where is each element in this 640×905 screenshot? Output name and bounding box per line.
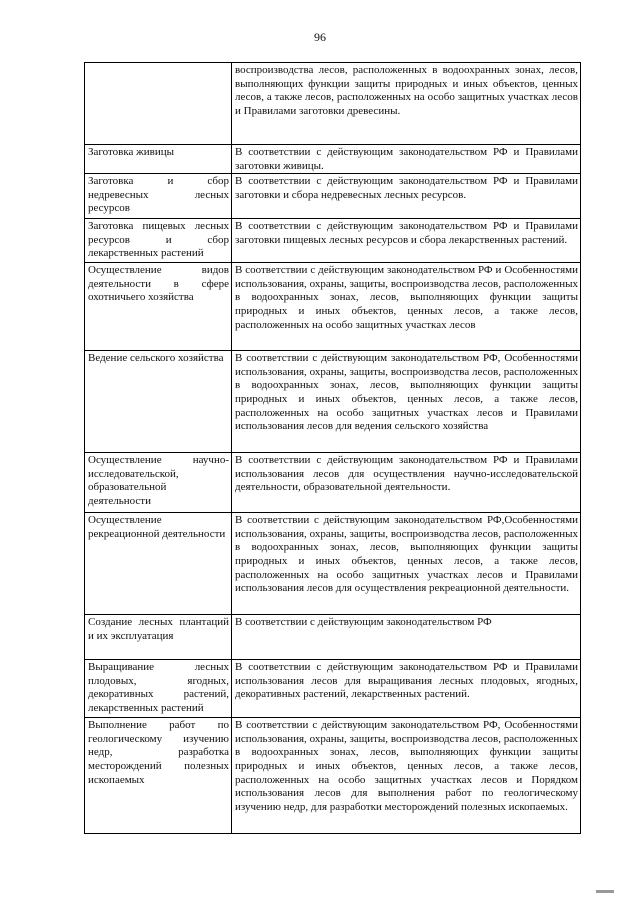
requirements-cell: В соответствии с действующим законодательством РФ и Правилами заготовки и сбора недревесных лесных ресурсов. [232,174,581,219]
page-number: 96 [314,30,326,44]
requirements-cell: В соответствии с действующим законодательством РФ и Правилами заготовки пищевых лесных ресурсов и сбора лекарственных растений. [232,219,581,263]
requirements-cell: В соответствии с действующим законодательством РФ и Особенностями использования, охраны, защиты, воспроизводства лесов, расположенных в водоохранных зонах, лесов, выполняющих функции защиты природных и иных объектов, ценных лесов, а также лесов, расположенных на особо защитных участках лесов [232,263,581,351]
activity-cell: Создание лесных плантаций и их эксплуатация [85,615,232,660]
activity-cell: Заготовка и сбор недревесных лесных ресурсов [85,174,232,219]
activity-cell: Осуществление научно-исследовательской, образовательной деятельности [85,453,232,513]
activity-cell: Осуществление видов деятельности в сфере охотничьего хозяйства [85,263,232,351]
table-row [85,174,581,219]
requirements-cell: В соответствии с действующим законодательством РФ, Особенностями использования, охраны, защиты, воспроизводства лесов, расположенных в водоохранных зонах, лесов, выполняющих функции защиты природных и иных объектов, ценных лесов, а также лесов, расположенных на особо защитных участках лесов и Порядком использования лесов для выполнения работ по геологическому изучению недр, для разработки месторождений полезных ископаемых. [232,718,581,834]
table-row [85,615,581,660]
table-row [85,660,581,718]
requirements-cell: воспроизводства лесов, расположенных в водоохранных зонах, лесов, выполняющих функции защиты природных и иных объектов, ценных лесов, а также лесов, расположенных на особо защитных участках лесов и Правилами заготовки древесины. [232,63,581,145]
table-row [85,718,581,834]
table-row [85,351,581,453]
table-row [85,219,581,263]
activity-cell: Выполнение работ по геологическому изучению недр, разработка месторождений полезных ископаемых [85,718,232,834]
table-row [85,63,581,145]
requirements-cell: В соответствии с действующим законодательством РФ [232,615,581,660]
requirements-cell: В соответствии с действующим законодательством РФ,Особенностями использования, охраны, защиты, воспроизводства лесов, расположенных в водоохранных зонах, лесов, выполняющих функции защиты природных и иных объектов, ценных лесов, а также лесов, расположенных на особо защитных участках лесов и Правилами использования лесов для осуществления рекреационной деятельности. [232,513,581,615]
requirements-cell: В соответствии с действующим законодательством РФ и Правилами заготовки живицы. [232,145,581,174]
activity-cell: Осуществление рекреационной деятельности [85,513,232,615]
activity-cell: Выращивание лесных плодовых, ягодных, декоративных растений, лекарственных растений [85,660,232,718]
forest-use-table [84,62,581,834]
activity-cell [85,63,232,145]
requirements-cell: В соответствии с действующим законодательством РФ, Особенностями использования, охраны, защиты, воспроизводства лесов, расположенных в водоохранных зонах, лесов, выполняющих функции защиты природных и иных объектов, ценных лесов, а также лесов, расположенных на особо защитных участках лесов и Правилами использования лесов для ведения сельского хозяйства [232,351,581,453]
table-row [85,263,581,351]
requirements-cell: В соответствии с действующим законодательством РФ и Правилами использования лесов для осуществления научно-исследовательской деятельности, образовательной деятельности. [232,453,581,513]
activity-cell: Заготовка пищевых лесных ресурсов и сбор лекарственных растений [85,219,232,263]
table-row [85,145,581,174]
activity-cell: Заготовка живицы [85,145,232,174]
scan-mark [596,890,614,893]
activity-cell: Ведение сельского хозяйства [85,351,232,453]
requirements-cell: В соответствии с действующим законодательством РФ и Правилами использования лесов для выращивания лесных плодовых, ягодных, декоративных растений, лекарственных растений. [232,660,581,718]
table-row [85,453,581,513]
table-row [85,513,581,615]
